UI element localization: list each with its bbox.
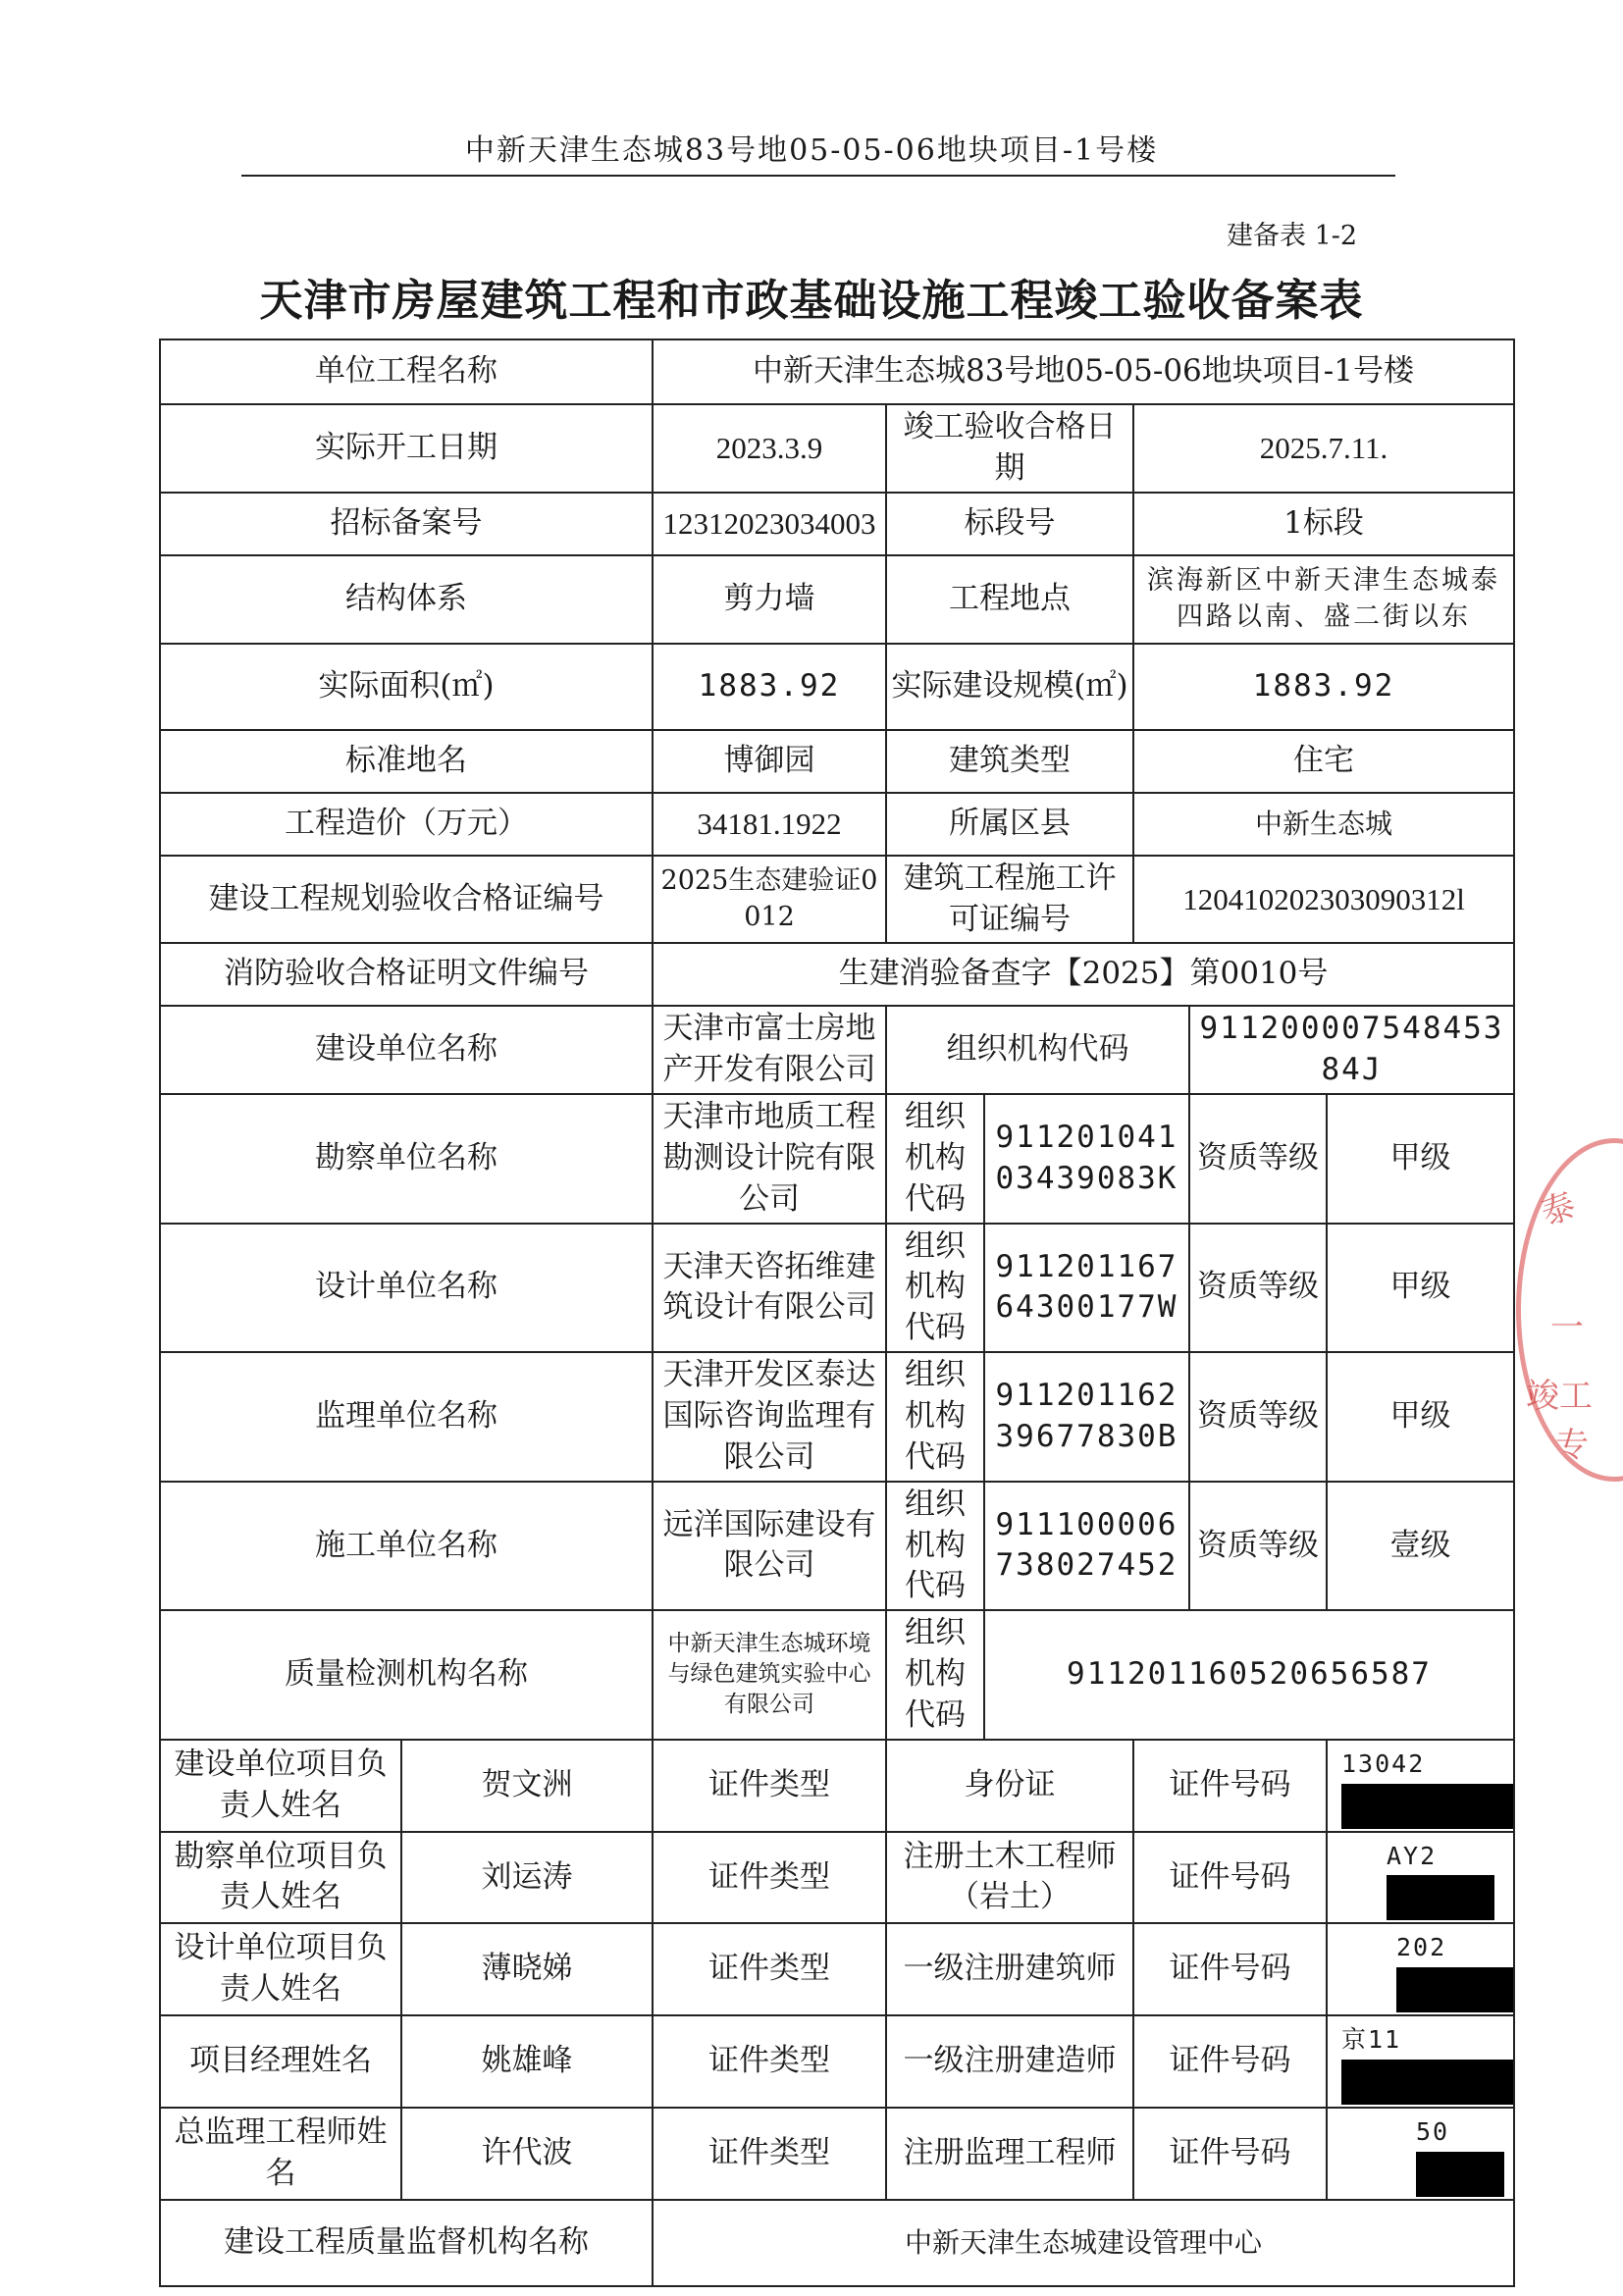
accept-date-value: 2025.7.11. bbox=[1133, 404, 1514, 493]
accept-date-label: 竣工验收合格日期 bbox=[886, 404, 1133, 493]
header-project-title: 中新天津生态城83号地05-05-06地块项目-1号楼 bbox=[464, 133, 1159, 168]
design-grade-label: 资质等级 bbox=[1189, 1224, 1327, 1353]
design-label: 设计单位名称 bbox=[160, 1224, 653, 1353]
design-value: 天津天咨拓维建筑设计有限公司 bbox=[653, 1224, 886, 1353]
permit-label: 建筑工程施工许可证编号 bbox=[886, 856, 1133, 944]
redaction-block bbox=[1387, 1875, 1494, 1920]
person-cert-type: 一级注册建筑师 bbox=[886, 1923, 1133, 2015]
supervise-code-label: 组织机构代码 bbox=[886, 1352, 984, 1482]
construct-grade-value: 壹级 bbox=[1327, 1482, 1514, 1611]
cert-no-text: AY2 bbox=[1387, 1841, 1438, 1870]
construct-code-value: 911100006738027452 bbox=[984, 1482, 1189, 1611]
person-cert-no bbox=[1327, 2108, 1514, 2200]
section-no-label: 标段号 bbox=[886, 493, 1133, 555]
survey-grade-label: 资质等级 bbox=[1189, 1094, 1327, 1224]
construct-label: 施工单位名称 bbox=[160, 1482, 653, 1611]
person-cert-type: 注册土木工程师（岩土） bbox=[886, 1832, 1133, 1924]
cert-type-label: 证件类型 bbox=[653, 1740, 886, 1832]
cert-no-text: 202 bbox=[1396, 1933, 1447, 1962]
cost-label: 工程造价（万元） bbox=[160, 793, 653, 856]
person-role: 建设单位项目负责人姓名 bbox=[160, 1740, 401, 1832]
person-role: 项目经理姓名 bbox=[160, 2015, 401, 2108]
location-label: 工程地点 bbox=[886, 555, 1133, 644]
person-name: 姚雄峰 bbox=[401, 2015, 653, 2108]
person-cert-no bbox=[1327, 1923, 1514, 2015]
section-no-value: 1标段 bbox=[1133, 493, 1514, 555]
design-grade-value: 甲级 bbox=[1327, 1224, 1514, 1353]
person-row bbox=[160, 1923, 1514, 2015]
supervise-code-value: 91120116239677830B bbox=[984, 1352, 1189, 1482]
supervise-grade-label: 资质等级 bbox=[1189, 1352, 1327, 1482]
cert-no-label: 证件号码 bbox=[1133, 1832, 1327, 1924]
builder-value: 天津市富士房地产开发有限公司 bbox=[653, 1006, 886, 1094]
redaction-block bbox=[1341, 1784, 1514, 1829]
form-title: 天津市房屋建筑工程和市政基础设施工程竣工验收备案表 bbox=[259, 276, 1364, 326]
testing-code-label: 组织机构代码 bbox=[886, 1610, 984, 1740]
cert-type-label: 证件类型 bbox=[653, 1832, 886, 1924]
tender-no-value: 12312023034003 bbox=[653, 493, 886, 555]
person-role: 总监理工程师姓名 bbox=[160, 2108, 401, 2200]
building-type-value: 住宅 bbox=[1133, 730, 1514, 793]
plan-cert-label: 建设工程规划验收合格证编号 bbox=[160, 856, 653, 944]
permit-value: 120410202303090312l bbox=[1133, 856, 1514, 944]
cert-no-text: 13042 bbox=[1341, 1748, 1426, 1778]
survey-code-label: 组织机构代码 bbox=[886, 1094, 984, 1224]
person-row bbox=[160, 1832, 1514, 1924]
area-value: 1883.92 bbox=[653, 644, 886, 730]
person-role: 勘察单位项目负责人姓名 bbox=[160, 1832, 401, 1924]
builder-code-value: 91120000754845384J bbox=[1189, 1006, 1514, 1094]
design-code-label: 组织机构代码 bbox=[886, 1224, 984, 1353]
cert-no-label: 证件号码 bbox=[1133, 2015, 1327, 2108]
district-value: 中新生态城 bbox=[1133, 793, 1514, 856]
unit-name-value: 中新天津生态城83号地05-05-06地块项目-1号楼 bbox=[653, 339, 1514, 404]
std-name-value: 博御园 bbox=[653, 730, 886, 793]
area-label: 实际面积(㎡) bbox=[160, 644, 653, 730]
cert-no-text: 京11 bbox=[1341, 2025, 1402, 2055]
person-row bbox=[160, 1740, 1514, 1832]
fire-cert-label: 消防验收合格证明文件编号 bbox=[160, 943, 653, 1006]
person-row bbox=[160, 2108, 1514, 2200]
survey-value: 天津市地质工程勘测设计院有限公司 bbox=[653, 1094, 886, 1224]
cert-no-text: 50 bbox=[1416, 2117, 1450, 2147]
std-name-label: 标准地名 bbox=[160, 730, 653, 793]
cert-no-label: 证件号码 bbox=[1133, 1923, 1327, 2015]
person-cert-no bbox=[1327, 2015, 1514, 2108]
person-cert-type: 身份证 bbox=[886, 1740, 1133, 1832]
person-name: 贺文洲 bbox=[401, 1740, 653, 1832]
person-name: 刘运涛 bbox=[401, 1832, 653, 1924]
fire-cert-value: 生建消验备查字【2025】第0010号 bbox=[653, 943, 1514, 1006]
supervise-value: 天津开发区泰达国际咨询监理有限公司 bbox=[653, 1352, 886, 1482]
structure-label: 结构体系 bbox=[160, 555, 653, 644]
cert-no-label: 证件号码 bbox=[1133, 2108, 1327, 2200]
cert-type-label: 证件类型 bbox=[653, 2108, 886, 2200]
cost-value: 34181.1922 bbox=[653, 793, 886, 856]
plan-cert-value: 2025生态建验证0012 bbox=[653, 856, 886, 944]
person-cert-type: 一级注册建造师 bbox=[886, 2015, 1133, 2108]
red-seal-stamp: 泰 一 竣工 专 bbox=[1516, 1138, 1623, 1482]
supervise-label: 监理单位名称 bbox=[160, 1352, 653, 1482]
tender-no-label: 招标备案号 bbox=[160, 493, 653, 555]
redaction-block bbox=[1396, 1967, 1514, 2012]
testing-code-value: 911201160520656587 bbox=[984, 1610, 1514, 1740]
unit-name-label: 单位工程名称 bbox=[160, 339, 653, 404]
record-table bbox=[159, 339, 1515, 2287]
person-role: 设计单位项目负责人姓名 bbox=[160, 1923, 401, 2015]
survey-grade-value: 甲级 bbox=[1327, 1094, 1514, 1224]
cert-type-label: 证件类型 bbox=[653, 2015, 886, 2108]
location-value: 滨海新区中新天津生态城泰四路以南、盛二街以东 bbox=[1133, 555, 1514, 644]
cert-type-label: 证件类型 bbox=[653, 1923, 886, 2015]
testing-label: 质量检测机构名称 bbox=[160, 1610, 653, 1740]
person-name: 薄晓娣 bbox=[401, 1923, 653, 2015]
scale-label: 实际建设规模(㎡) bbox=[886, 644, 1133, 730]
start-date-value: 2023.3.9 bbox=[653, 404, 886, 493]
start-date-label: 实际开工日期 bbox=[160, 404, 653, 493]
testing-value: 中新天津生态城环境与绿色建筑实验中心有限公司 bbox=[653, 1610, 886, 1740]
person-name: 许代波 bbox=[401, 2108, 653, 2200]
builder-label: 建设单位名称 bbox=[160, 1006, 653, 1094]
cert-no-label: 证件号码 bbox=[1133, 1740, 1327, 1832]
builder-code-label: 组织机构代码 bbox=[886, 1006, 1189, 1094]
construct-code-label: 组织机构代码 bbox=[886, 1482, 984, 1611]
survey-code-value: 91120104103439083K bbox=[984, 1094, 1189, 1224]
header-rule bbox=[241, 175, 1395, 177]
person-cert-no bbox=[1327, 1832, 1514, 1924]
scale-value: 1883.92 bbox=[1133, 644, 1514, 730]
person-row bbox=[160, 2015, 1514, 2108]
form-number: 建备表 1-2 bbox=[1227, 221, 1358, 251]
structure-value: 剪力墙 bbox=[653, 555, 886, 644]
supervision-label: 建设工程质量监督机构名称 bbox=[160, 2200, 653, 2286]
redaction-block bbox=[1416, 2152, 1504, 2197]
supervision-value: 中新天津生态城建设管理中心 bbox=[653, 2200, 1514, 2286]
person-cert-no bbox=[1327, 1740, 1514, 1832]
survey-label: 勘察单位名称 bbox=[160, 1094, 653, 1224]
construct-value: 远洋国际建设有限公司 bbox=[653, 1482, 886, 1611]
person-cert-type: 注册监理工程师 bbox=[886, 2108, 1133, 2200]
design-code-value: 91120116764300177W bbox=[984, 1224, 1189, 1353]
redaction-block bbox=[1341, 2060, 1514, 2105]
supervise-grade-value: 甲级 bbox=[1327, 1352, 1514, 1482]
district-label: 所属区县 bbox=[886, 793, 1133, 856]
building-type-label: 建筑类型 bbox=[886, 730, 1133, 793]
construct-grade-label: 资质等级 bbox=[1189, 1482, 1327, 1611]
